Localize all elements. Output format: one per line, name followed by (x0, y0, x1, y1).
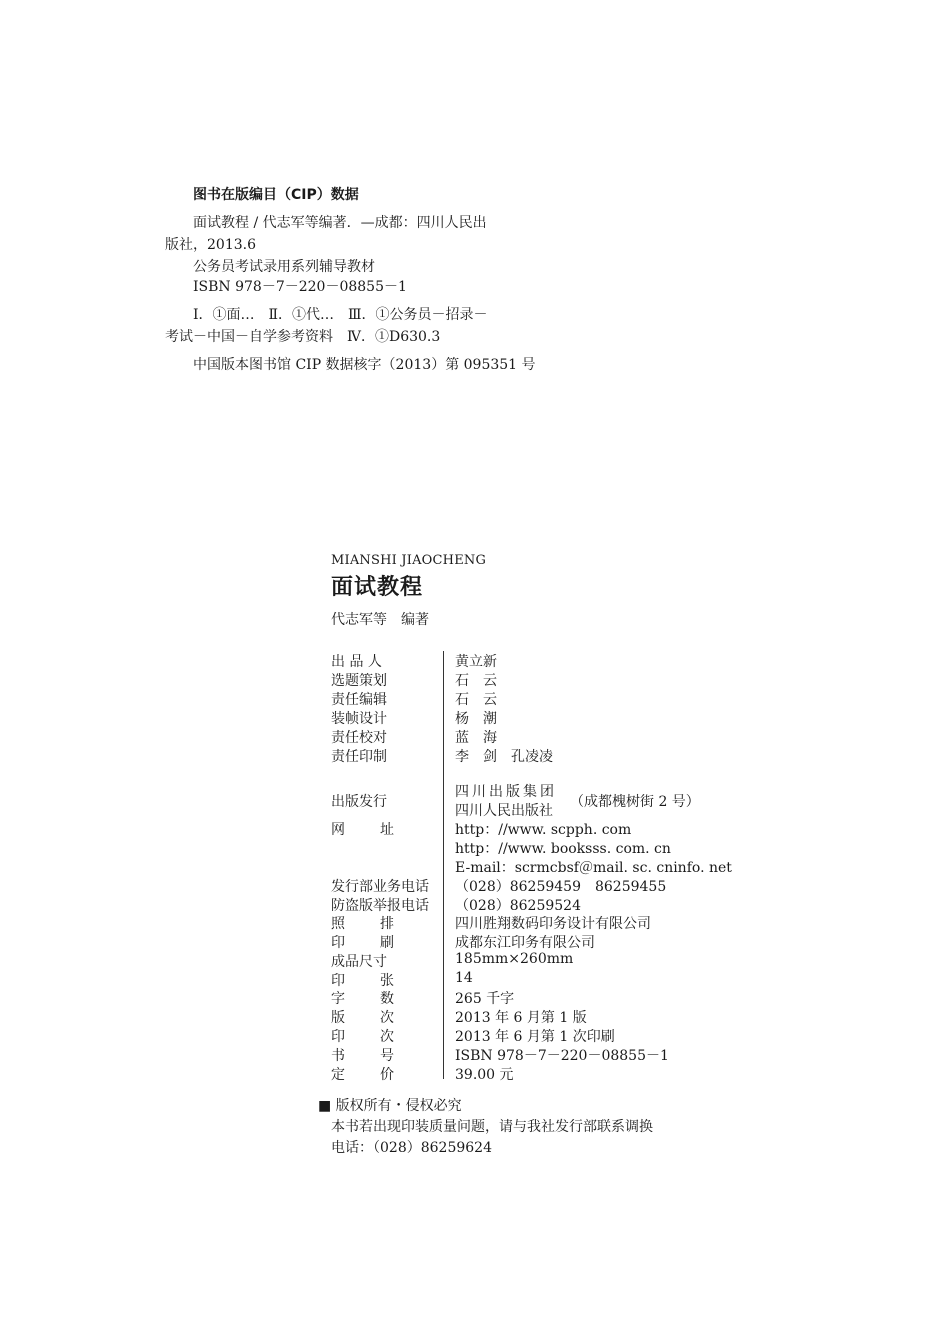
cip-line: 公务员考试录用系列辅导教材 (193, 259, 375, 275)
label-part: 张 (380, 973, 394, 989)
label-part: 次 (380, 1029, 394, 1045)
website-link[interactable]: http：//www. booksss. com. cn (455, 841, 671, 857)
isbn-value: ISBN 978－7－220－08855－1 (455, 1048, 669, 1064)
label-part: 印 (331, 973, 345, 989)
size-value: 185mm×260mm (455, 951, 574, 967)
words-value: 265 千字 (455, 991, 515, 1007)
sales-phone-value: （028）86259459 86259455 (455, 879, 667, 895)
price-value: 39.00 元 (455, 1067, 514, 1083)
price-label (331, 1064, 394, 1084)
edition-label (331, 1007, 394, 1027)
producer-label: 出 品 人 (331, 654, 382, 670)
planning-label: 选题策划 (331, 673, 387, 689)
isbn-label (331, 1045, 394, 1065)
typeset-value: 四川胜翔数码印务设计有限公司 (455, 916, 651, 932)
book-pinyin-title: MIANSHI JIAOCHENG (331, 553, 487, 568)
label-part: 号 (380, 1048, 394, 1064)
label-part: 数 (380, 991, 394, 1007)
design-value: 杨 潮 (455, 711, 497, 727)
printer-value: 成都东江印务有限公司 (455, 935, 595, 951)
label-part: 书 (331, 1048, 345, 1064)
label-part: 印 (331, 935, 345, 951)
piracy-phone-label: 防盗版举报电话 (331, 898, 429, 914)
proofread-label: 责任校对 (331, 730, 387, 746)
printing-value: 2013 年 6 月第 1 次印刷 (455, 1029, 615, 1045)
cip-title: 图书在版编目（CIP）数据 (193, 187, 359, 203)
web-label-part: 址 (380, 822, 394, 838)
proofread-value: 蓝 海 (455, 730, 497, 746)
publisher-group: 四川出版集团 (455, 784, 557, 800)
publisher-address: （成都槐树街 2 号） (570, 794, 700, 810)
label-part: 次 (380, 1010, 394, 1026)
credit-divider (443, 651, 444, 1079)
words-label (331, 988, 394, 1008)
edition-value: 2013 年 6 月第 1 版 (455, 1010, 587, 1026)
cip-line: Ⅰ．①面… Ⅱ．①代… Ⅲ．①公务员－招录－ (193, 307, 488, 323)
editor-value: 石 云 (455, 692, 497, 708)
publisher-house: 四川人民出版社 (455, 803, 553, 819)
label-part: 刷 (380, 935, 394, 951)
cip-line: 面试教程 / 代志军等编著．—成都：四川人民出 (193, 215, 487, 231)
print-resp-value: 李 剑 孔凌凌 (455, 749, 553, 765)
cip-line: ISBN 978－7－220－08855－1 (193, 279, 407, 295)
book-authors: 代志军等 编著 (331, 612, 429, 628)
label-part: 定 (331, 1067, 345, 1083)
print-resp-label: 责任印制 (331, 749, 387, 765)
piracy-phone-value: （028）86259524 (455, 898, 581, 914)
rights-notice-title: ■ 版权所有・侵权必究 (318, 1098, 462, 1114)
rights-notice-line: 本书若出现印装质量问题，请与我社发行部联系调换 (331, 1119, 653, 1135)
web-label-part: 网 (331, 822, 345, 838)
email-link[interactable]: E-mail：scrmcbsf＠mail. sc. cninfo. net (455, 860, 732, 876)
producer-value: 黄立新 (455, 654, 497, 670)
printing-label (331, 1026, 394, 1046)
label-part: 印 (331, 1029, 345, 1045)
planning-value: 石 云 (455, 673, 497, 689)
rights-phone: 电话：（028）86259624 (331, 1140, 492, 1156)
printer-label (331, 932, 394, 952)
book-title: 面试教程 (331, 575, 424, 600)
cip-line: 考试－中国－自学参考资料 Ⅳ．①D630.3 (165, 329, 441, 345)
website-link[interactable]: http：//www. scpph. com (455, 822, 632, 838)
label-part: 价 (380, 1067, 394, 1083)
label-part: 照 (331, 916, 345, 932)
cip-line: 中国版本图书馆 CIP 数据核字（2013）第 095351 号 (193, 357, 536, 373)
editor-label: 责任编辑 (331, 692, 387, 708)
publisher-label: 出版发行 (331, 794, 387, 810)
label-part: 字 (331, 991, 345, 1007)
cip-line: 版社，2013.6 (165, 237, 256, 253)
web-label (331, 819, 394, 839)
sheets-value: 14 (455, 970, 473, 986)
design-label: 装帧设计 (331, 711, 387, 727)
label-part: 版 (331, 1010, 345, 1026)
sales-phone-label: 发行部业务电话 (331, 879, 429, 895)
label-part: 排 (380, 916, 394, 932)
typeset-label (331, 913, 394, 933)
size-label: 成品尺寸 (331, 954, 387, 970)
sheets-label (331, 970, 394, 990)
